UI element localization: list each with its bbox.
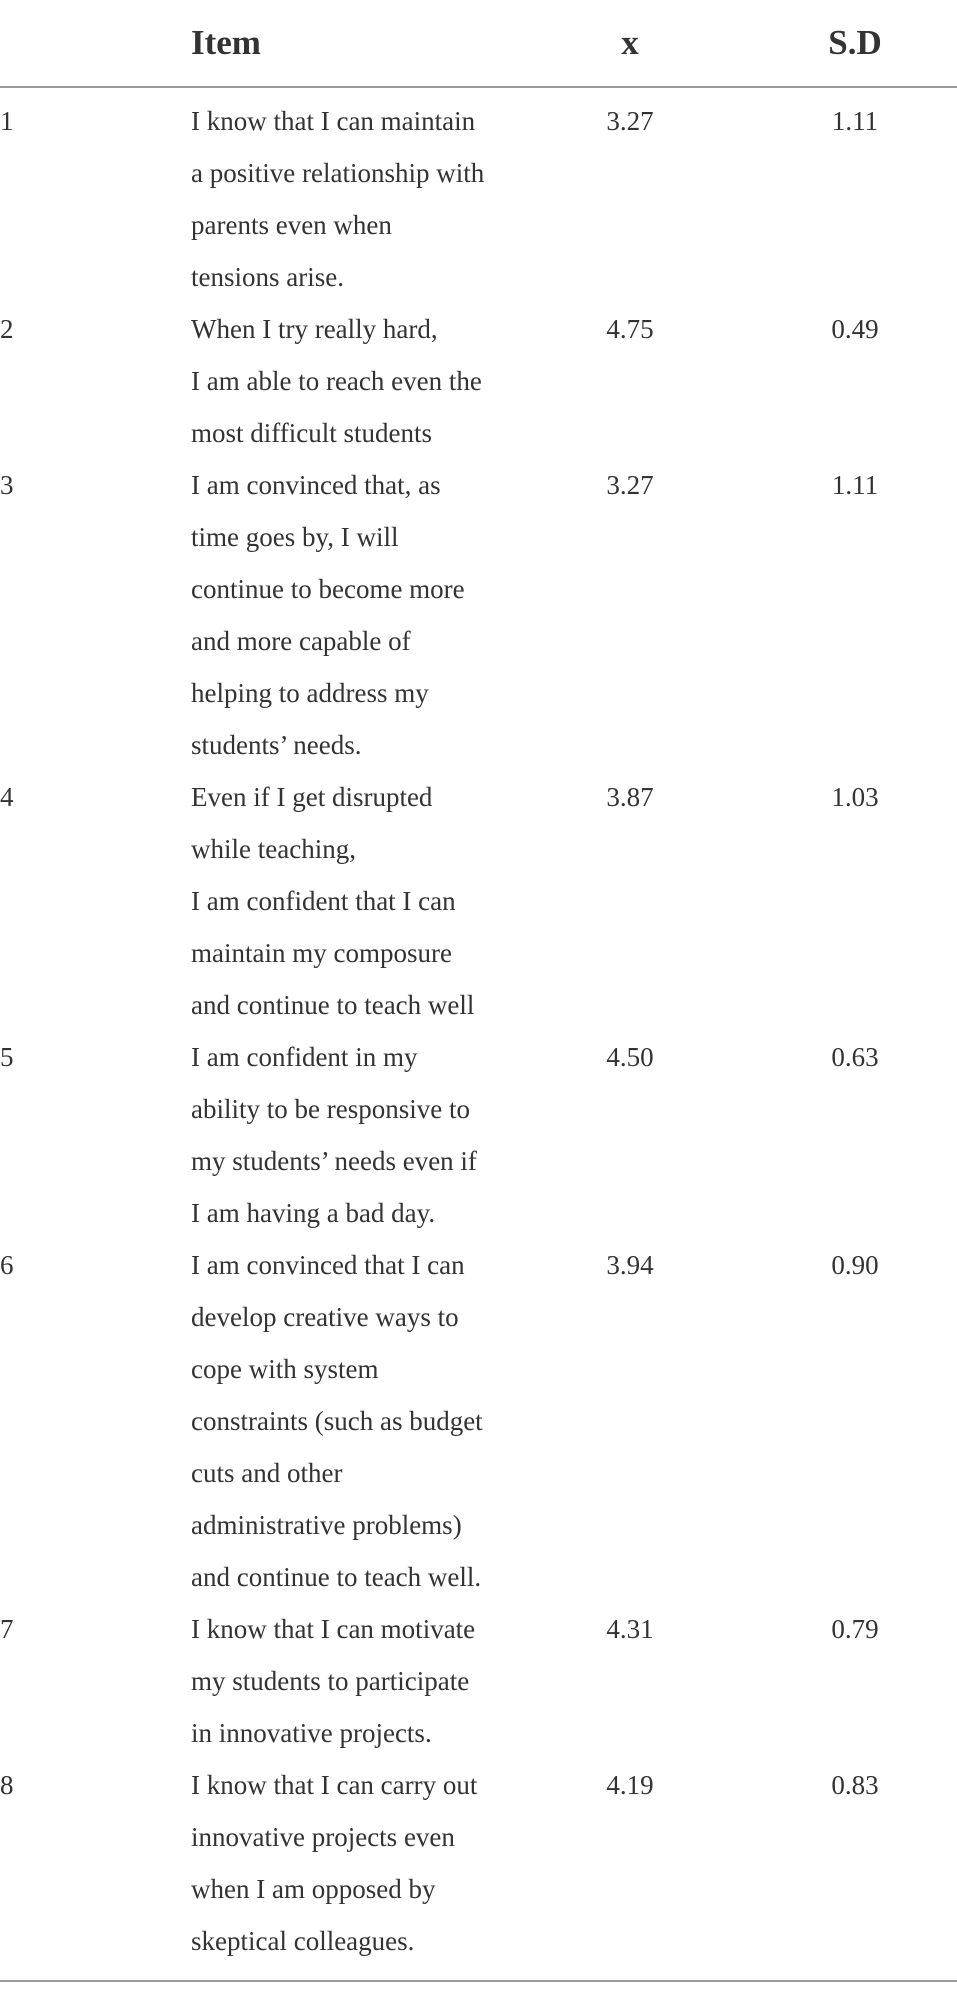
row-mean: 3.27 — [606, 470, 654, 500]
header-mean: x — [621, 23, 639, 62]
table-row — [0, 771, 957, 1031]
row-mean: 4.50 — [606, 1042, 654, 1072]
row-item: I know that I can maintain a positive relationship with parents even when tensions arise. — [191, 106, 485, 292]
row-number: 2 — [0, 314, 14, 344]
table-row — [0, 1031, 957, 1239]
row-mean: 4.19 — [606, 1770, 654, 1800]
row-sd: 0.63 — [831, 1042, 879, 1072]
row-sd: 0.90 — [831, 1250, 879, 1280]
row-sd: 0.79 — [831, 1614, 879, 1644]
row-mean: 4.75 — [606, 314, 654, 344]
table-body — [0, 88, 957, 1967]
row-item: Even if I get disrupted while teaching, I am confident that I can maintain my composure and continue to teach well — [191, 782, 475, 1020]
row-number: 4 — [0, 782, 14, 812]
row-sd: 1.03 — [831, 782, 879, 812]
row-item: I am convinced that, as time goes by, I will continue to become more and more capable of helping to address my students’ needs. — [191, 470, 465, 760]
row-item: I am confident in my ability to be responsive to my students’ needs even if I am having a bad day. — [191, 1042, 477, 1228]
row-number: 7 — [0, 1614, 14, 1644]
row-sd: 0.49 — [831, 314, 879, 344]
row-mean: 3.27 — [606, 106, 654, 136]
row-mean: 3.87 — [606, 782, 654, 812]
table-row — [0, 95, 957, 303]
row-number: 8 — [0, 1770, 14, 1800]
row-item: I know that I can carry out innovative projects even when I am opposed by skeptical colleagues. — [191, 1770, 478, 1956]
header-sd: S.D — [828, 23, 882, 62]
row-item: I know that I can motivate my students to participate in innovative projects. — [191, 1614, 476, 1748]
row-sd: 1.11 — [831, 106, 879, 136]
table-row — [0, 1603, 957, 1759]
table-row — [0, 1759, 957, 1967]
row-item: When I try really hard, I am able to reach even the most difficult students — [191, 314, 482, 448]
row-item: I am convinced that I can develop creative ways to cope with system constraints (such as budget cuts and other administrative problems) and continue to teach well. — [191, 1250, 483, 1592]
header-item: Item — [191, 23, 261, 62]
row-number: 3 — [0, 470, 14, 500]
row-sd: 1.11 — [831, 470, 879, 500]
row-number: 5 — [0, 1042, 14, 1072]
table-bottom-rule — [0, 1980, 957, 1982]
row-mean: 4.31 — [606, 1614, 654, 1644]
row-number: 6 — [0, 1250, 14, 1280]
row-mean: 3.94 — [606, 1250, 654, 1280]
row-number: 1 — [0, 106, 14, 136]
table-row — [0, 1239, 957, 1603]
table-header-row — [0, 0, 957, 88]
table-row — [0, 303, 957, 459]
row-sd: 0.83 — [831, 1770, 879, 1800]
table-row — [0, 459, 957, 771]
